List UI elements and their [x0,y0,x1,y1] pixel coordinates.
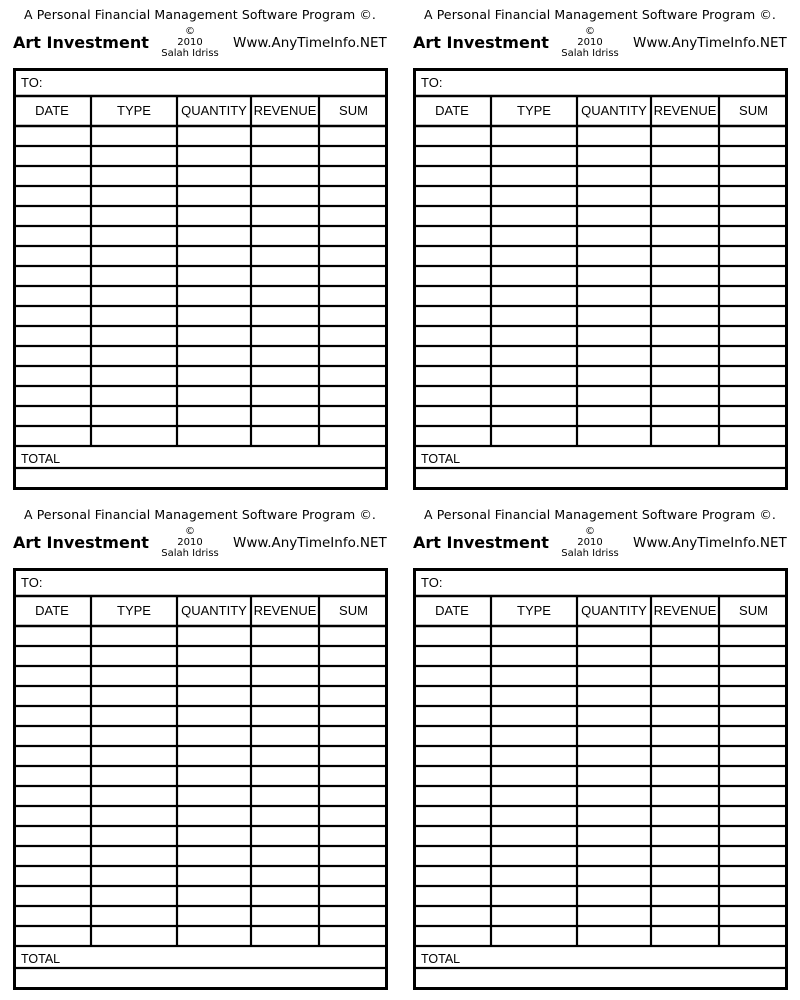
ledger-sheet [0,500,400,1000]
ledger-sheet [0,0,400,500]
column-header: REVENUE [253,603,317,618]
sheet-tagline: A Personal Financial Management Software Program ©. [423,507,777,522]
website-url: Www.AnyTimeInfo.NET [233,535,387,551]
to-label: TO: [21,75,43,90]
author-name: Salah Idriss [161,548,219,559]
total-label: TOTAL [21,952,61,966]
column-header: QUANTITY [581,603,647,618]
author-name: Salah Idriss [561,48,619,59]
copyright-year: 2010 [577,37,603,48]
column-header: REVENUE [653,103,717,118]
ledger-table [413,68,788,490]
ledger-grid [413,68,788,490]
column-header: SUM [739,103,768,118]
ledger-grid [13,568,388,990]
website-url: Www.AnyTimeInfo.NET [233,35,387,51]
column-header: TYPE [517,603,551,618]
copyright-year: 2010 [577,537,603,548]
copyright-block [150,26,230,59]
copyright-symbol: © [585,526,595,537]
copyright-block [150,526,230,559]
column-header: DATE [35,603,69,618]
author-name: Salah Idriss [161,48,219,59]
sheet-title: Art Investment [13,533,149,552]
sheet-tagline: A Personal Financial Management Software Program ©. [23,7,377,22]
sheet-title: Art Investment [413,533,549,552]
ledger-sheet [400,0,800,500]
column-header: REVENUE [653,603,717,618]
to-label: TO: [421,575,443,590]
total-label: TOTAL [21,452,61,466]
website-url: Www.AnyTimeInfo.NET [633,35,787,51]
sheet-title: Art Investment [413,33,549,52]
copyright-year: 2010 [177,37,203,48]
to-label: TO: [421,75,443,90]
copyright-year: 2010 [177,537,203,548]
copyright-block [550,26,630,59]
column-header: QUANTITY [581,103,647,118]
sheet-tagline: A Personal Financial Management Software Program ©. [423,7,777,22]
column-header: TYPE [517,103,551,118]
ledger-table [13,568,388,990]
column-header: QUANTITY [181,603,247,618]
column-header: REVENUE [253,103,317,118]
ledger-grid [13,68,388,490]
author-name: Salah Idriss [561,548,619,559]
sheet-tagline: A Personal Financial Management Software Program ©. [23,507,377,522]
column-header: SUM [339,103,368,118]
copyright-block [550,526,630,559]
copyright-symbol: © [185,526,195,537]
ledger-sheet [400,500,800,1000]
column-header: QUANTITY [181,103,247,118]
column-header: DATE [435,603,469,618]
website-url: Www.AnyTimeInfo.NET [633,535,787,551]
ledger-table [413,568,788,990]
column-header: TYPE [117,103,151,118]
total-label: TOTAL [421,952,461,966]
total-label: TOTAL [421,452,461,466]
copyright-symbol: © [185,26,195,37]
column-header: SUM [339,603,368,618]
column-header: TYPE [117,603,151,618]
sheet-title: Art Investment [13,33,149,52]
ledger-grid [413,568,788,990]
copyright-symbol: © [585,26,595,37]
ledger-table [13,68,388,490]
to-label: TO: [21,575,43,590]
column-header: DATE [35,103,69,118]
column-header: SUM [739,603,768,618]
column-header: DATE [435,103,469,118]
